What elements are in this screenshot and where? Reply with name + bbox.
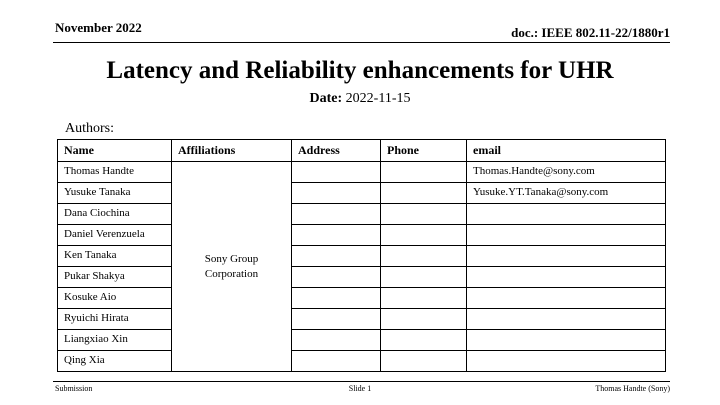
footer-slide-number: Slide 1 bbox=[348, 384, 372, 393]
author-name: Qing Xia bbox=[58, 351, 172, 372]
phone-cell bbox=[381, 183, 467, 204]
email-cell bbox=[467, 225, 666, 246]
address-cell bbox=[292, 162, 381, 183]
table-row bbox=[58, 309, 666, 330]
phone-cell bbox=[381, 309, 467, 330]
date-label: Date: bbox=[309, 91, 343, 106]
address-cell bbox=[292, 288, 381, 309]
authors-table bbox=[57, 139, 666, 372]
column-header-name: Name bbox=[58, 140, 172, 162]
header-doc-id: doc.: IEEE 802.11-22/1880r1 bbox=[511, 25, 670, 40]
author-name: Daniel Verenzuela bbox=[58, 225, 172, 246]
column-header-phone: Phone bbox=[381, 140, 467, 162]
affiliation-line: Corporation bbox=[204, 267, 259, 280]
table-row bbox=[58, 330, 666, 351]
column-header-email: email bbox=[467, 140, 666, 162]
table-row bbox=[58, 183, 666, 204]
author-name: Thomas Handte bbox=[58, 162, 172, 183]
phone-cell bbox=[381, 246, 467, 267]
author-name: Yusuke Tanaka bbox=[58, 183, 172, 204]
author-name: Kosuke Aio bbox=[58, 288, 172, 309]
address-cell bbox=[292, 225, 381, 246]
slide-title: Latency and Reliability enhancements for UHR bbox=[106, 57, 614, 84]
address-cell bbox=[292, 267, 381, 288]
authors-label: Authors: bbox=[65, 121, 114, 136]
phone-cell bbox=[381, 267, 467, 288]
table-row bbox=[58, 162, 666, 183]
table-row bbox=[58, 246, 666, 267]
footer-author: Thomas Handte (Sony) bbox=[595, 384, 670, 393]
address-cell bbox=[292, 183, 381, 204]
email-cell bbox=[467, 330, 666, 351]
email-cell bbox=[467, 351, 666, 372]
phone-cell bbox=[381, 204, 467, 225]
table-row bbox=[58, 204, 666, 225]
author-name: Pukar Shakya bbox=[58, 267, 172, 288]
phone-cell bbox=[381, 288, 467, 309]
address-cell bbox=[292, 351, 381, 372]
author-name: Ryuichi Hirata bbox=[58, 309, 172, 330]
email-cell bbox=[467, 267, 666, 288]
column-header-affiliations: Affiliations bbox=[172, 140, 292, 162]
author-name: Liangxiao Xin bbox=[58, 330, 172, 351]
date-value: 2022-11-15 bbox=[345, 91, 411, 106]
table-header-row bbox=[58, 140, 666, 162]
date-line bbox=[0, 91, 720, 107]
phone-cell bbox=[381, 330, 467, 351]
header-date: November 2022 bbox=[55, 20, 142, 35]
phone-cell bbox=[381, 162, 467, 183]
address-cell bbox=[292, 204, 381, 225]
header-divider bbox=[53, 42, 670, 43]
table-row bbox=[58, 351, 666, 372]
footer-divider bbox=[53, 381, 670, 382]
column-header-address: Address bbox=[292, 140, 381, 162]
affiliation-line: Sony Group bbox=[204, 252, 259, 265]
email-cell bbox=[467, 204, 666, 225]
affiliation-cell bbox=[172, 162, 292, 372]
address-cell bbox=[292, 246, 381, 267]
email-cell bbox=[467, 246, 666, 267]
phone-cell bbox=[381, 351, 467, 372]
email-cell bbox=[467, 288, 666, 309]
author-name: Dana Ciochina bbox=[58, 204, 172, 225]
table-row bbox=[58, 267, 666, 288]
author-name: Ken Tanaka bbox=[58, 246, 172, 267]
email-cell bbox=[467, 309, 666, 330]
footer-submission: Submission bbox=[55, 384, 93, 393]
table-row bbox=[58, 225, 666, 246]
table-row bbox=[58, 288, 666, 309]
email-cell: Yusuke.YT.Tanaka@sony.com bbox=[467, 183, 666, 204]
email-cell: Thomas.Handte@sony.com bbox=[467, 162, 666, 183]
address-cell bbox=[292, 309, 381, 330]
phone-cell bbox=[381, 225, 467, 246]
address-cell bbox=[292, 330, 381, 351]
